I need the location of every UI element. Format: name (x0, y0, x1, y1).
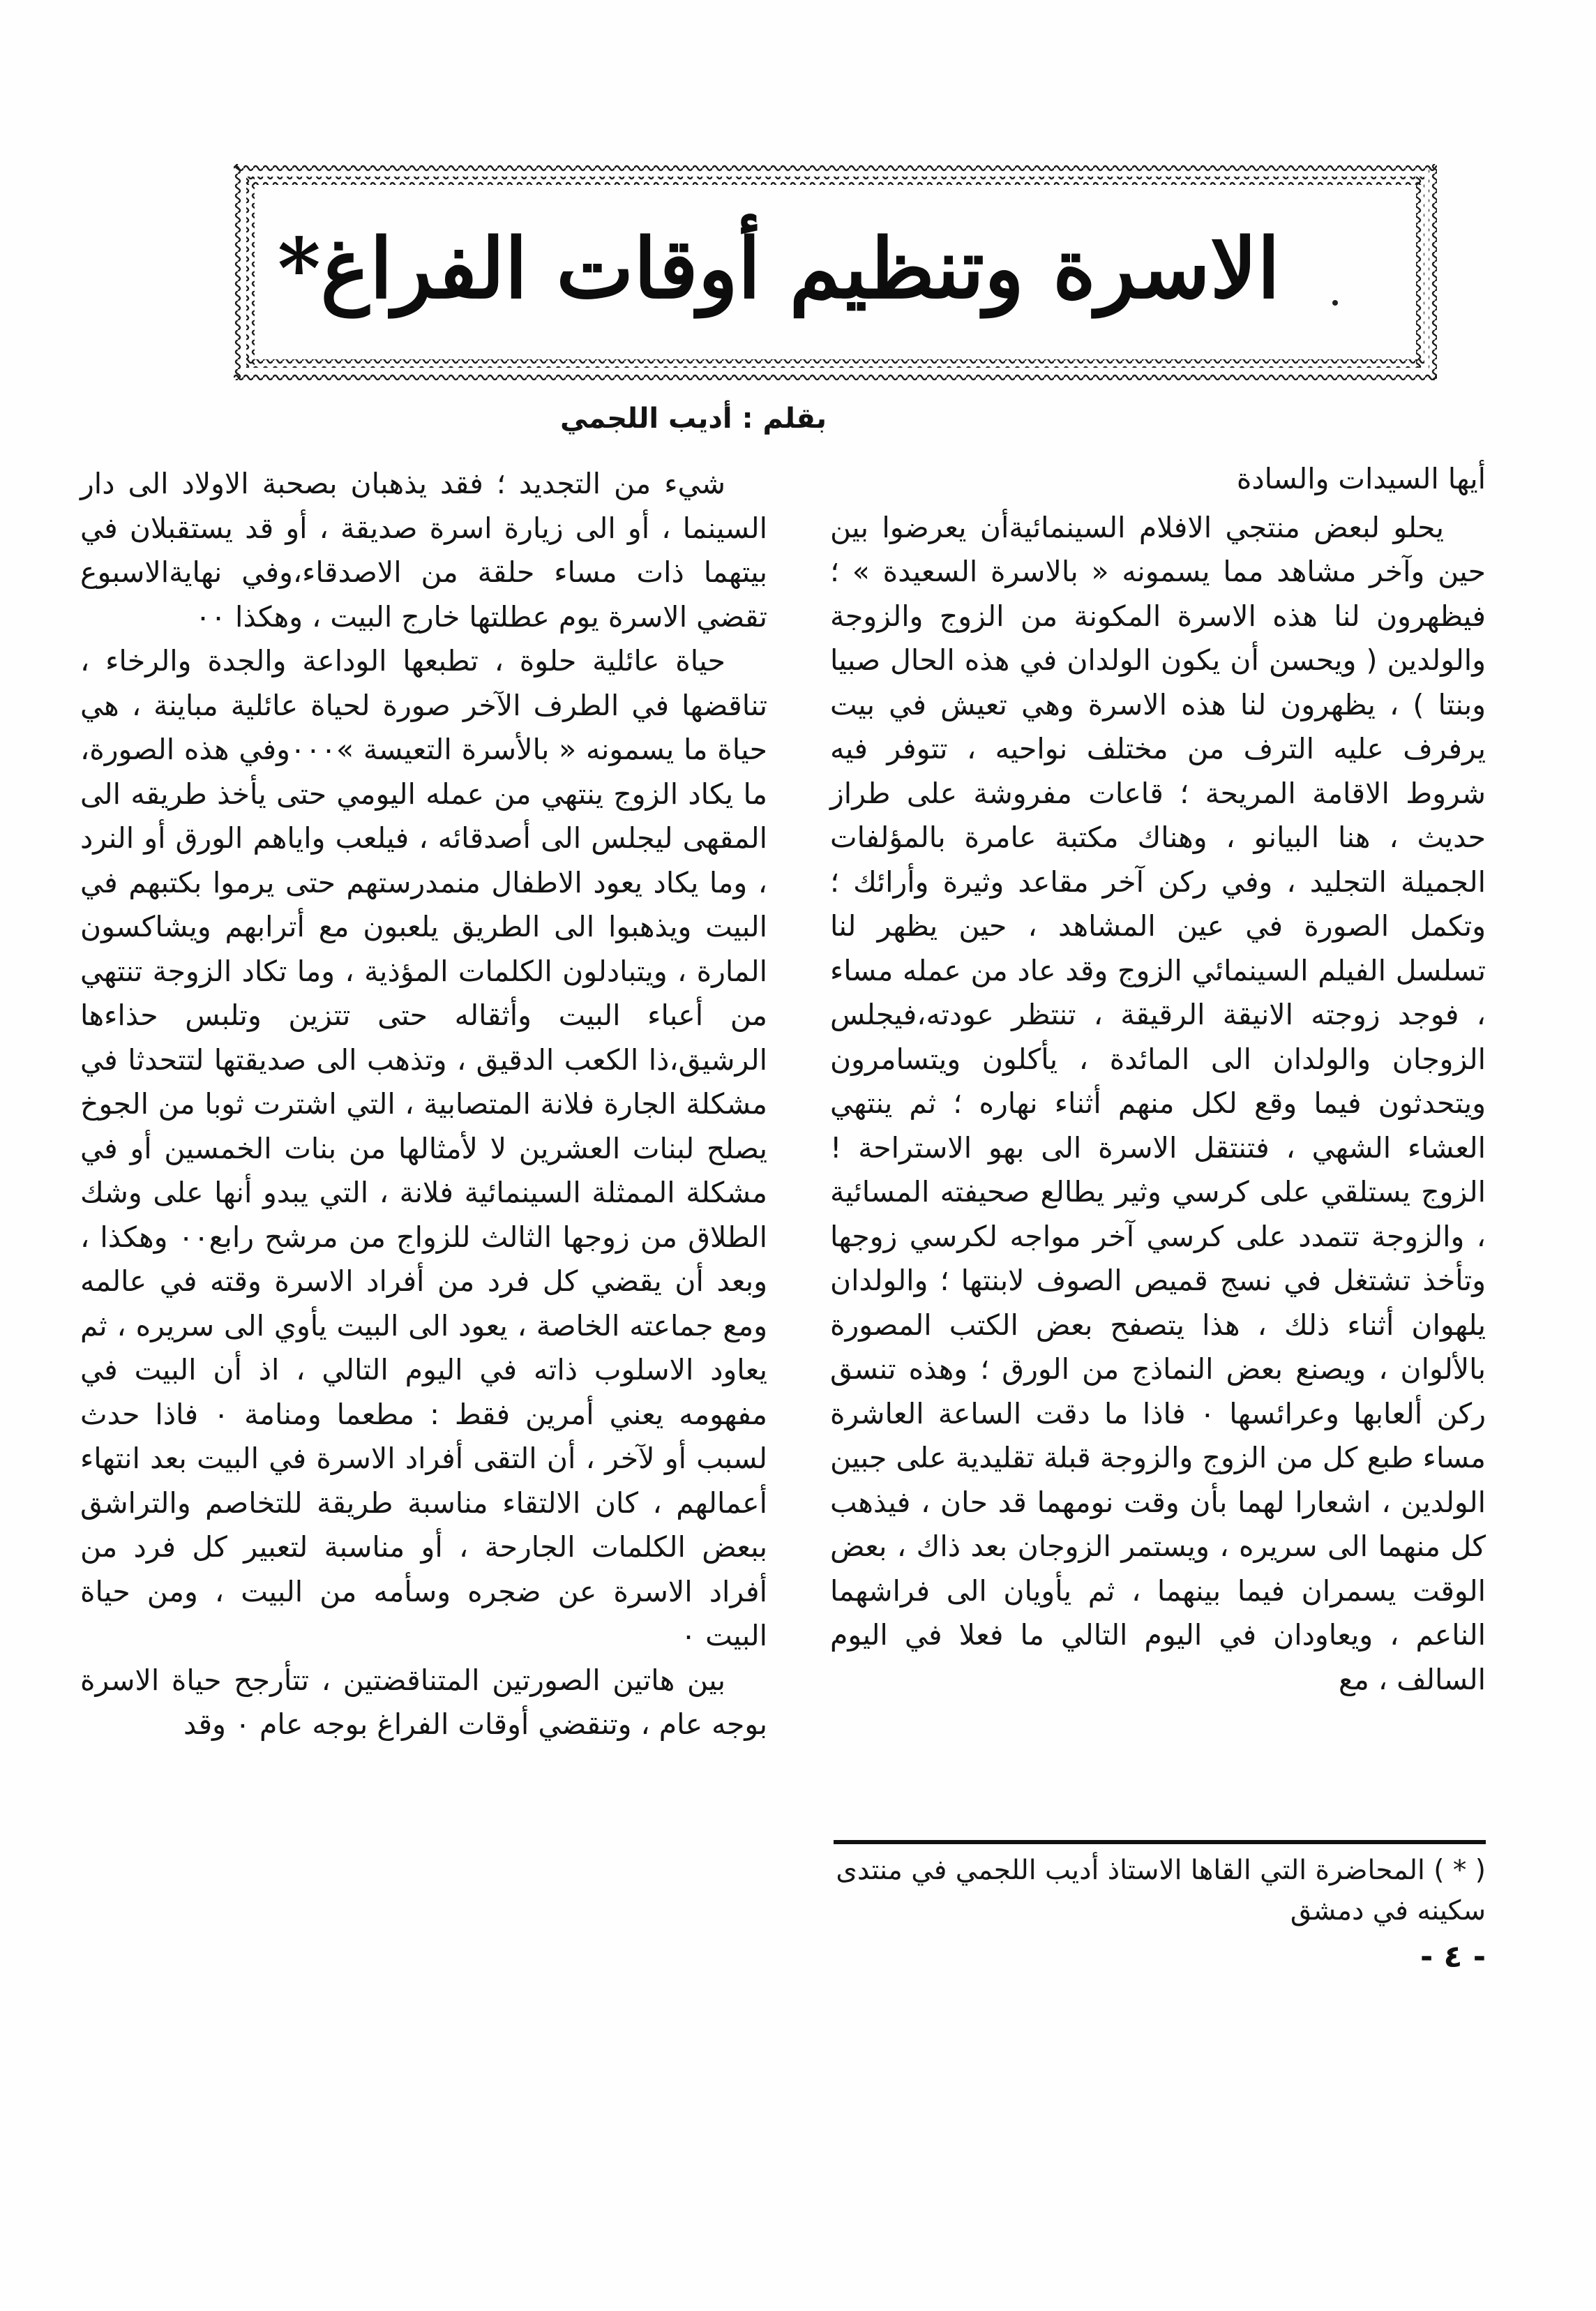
page-number: - ٤ - (1420, 1939, 1486, 1975)
right-column (830, 457, 1486, 1702)
paragraph: يحلو لبعض منتجي الافلام السينمائيةأن يعرضوا بين حين وآخر مشاهد مما يسمونه « بالاسرة السعيدة » ؛ فيظهرون لنا هذه الاسرة المكونة من الزوج والزوجة والولدين ( ويحسن أن يكون الولدان في هذه الحال صبيا وبنتا ) ، يظهرون لنا هذه الاسرة وهي تعيش في بيت يرفرف عليه الترف من مختلف نواحيه ، تتوفر فيه شروط الاقامة المريحة ؛ قاعات مفروشة على طراز حديث ، هنا البيانو ، وهناك مكتبة عامرة بالمؤلفات الجميلة التجليد ، وفي ركن آخر مقاعد وثيرة وأرائك ؛ وتكمل الصورة في عين المشاهد ، حين يظهر لنا تسلسل الفيلم السينمائي الزوج وقد عاد من عمله مساء ، فوجد زوجته الانيقة الرقيقة ، تنتظر عودته،فيجلس الزوجان والولدان الى المائدة ، يأكلون ويتسامرون ويتحدثون فيما وقع لكل منهم أثناء نهاره ؛ ثم ينتهي العشاء الشهي ، فتنتقل الاسرة الى بهو الاستراحة ! الزوج يستلقي على كرسي وثير يطالع صحيفته المسائية ، والزوجة تتمدد على كرسي آخر مواجه لكرسي زوجها وتأخذ تشتغل في نسج قميص الصوف لابنتها ؛ والولدان يلهوان أثناء ذلك ، هذا يتصفح بعض الكتب المصورة بالألوان ، ويصنع بعض النماذج من الورق ؛ وهذه تنسق ركن ألعابها وعرائسها ٠ فاذا ما دقت الساعة العاشرة مساء طبع كل من الزوج والزوجة قبلة تقليدية على جبين الولدين ، اشعارا لهما بأن وقت نومهما قد حان ، فيذهب كل منهما الى سريره ، ويستمر الزوجان بعد ذاك ، بعض الوقت يسمران فيما بينهما ، ثم يأويان الى فراشهما الناعم ، ويعاودان في اليوم التالي ما فعلا في اليوم السالف ، مع (830, 510, 1486, 1696)
article-title: الاسرة وتنظيم أوقات الفراغ* (277, 220, 1280, 317)
paragraph: حياة عائلية حلوة ، تطبعها الوداعة والجدة والرخاء ، تناقضها في الطرف الآخر صورة لحياة عائلية مباينة ، هي حياة ما يسمونه « بالأسرة التعيسة »٠٠٠وفي هذه الصورة، ما يكاد الزوج ينتهي من عمله اليومي حتى يأخذ طريقه الى المقهى ليجلس الى أصدقائه ، فيلعب واياهم الورق أو النرد ، وما يكاد يعود الاطفال منمدرستهم حتى يرموا بكتبهم في البيت ويذهبوا الى الطريق يلعبون مع أترابهم ويشاكسون المارة ، ويتبادلون الكلمات المؤذية ، وما تكاد الزوجة تنتهي من أعباء البيت وأثقاله حتى تتزين وتلبس حذاءها الرشيق،ذا الكعب الدقيق ، وتذهب الى صديقتها لتتحدثا في مشكلة الجارة فلانة المتصابية ، التي اشترت ثوبا من الجوخ يصلح لبنات العشرين لا لأمثالها من بنات الخمسين أو في مشكلة الممثلة السينمائية فلانة ، التي يبدو أنها على وشك الطلاق من زوجها الثالث للزواج من مرشح رابع٠٠ وهكذا ، وبعد أن يقضي كل فرد من أفراد الاسرة وقته في عالمه ومع جماعته الخاصة ، يعود الى البيت يأوي الى سريره ، ثم يعاود الاسلوب ذاته في اليوم التالي ، اذ أن البيت في مفهومه يعني أمرين فقط : مطعما ومنامة ٠ فاذا حدث لسبب أو لآخر ، أن التقى أفراد الاسرة في البيت بعد انتهاء أعمالهم ، كان الالتقاء مناسبة طريقة للتخاصم والتراشق ببعض الكلمات الجارحة ، أو مناسبة لتعبير كل فرد من أفراد الاسرة عن ضجره وسأمه من البيت ، ومن حياة البيت ٠ (80, 644, 767, 1652)
title-frame (234, 164, 1437, 380)
footnote: ( * ) المحاضرة التي القاها الاستاذ أديب اللجمي في منتدى سكينه في دمشق (836, 1855, 1486, 1927)
byline: بقلم : أديب اللجمي (559, 403, 827, 435)
left-column (80, 462, 767, 1747)
footnote-divider (834, 1840, 1486, 1844)
salutation: أيها السيدات والسادة (1236, 462, 1486, 495)
paragraph: بين هاتين الصورتين المتناقضتين ، تتأرجح حياة الاسرة بوجه عام ، وتنقضي أوقات الفراغ بوجه عام ٠ وقد (80, 1663, 767, 1741)
paragraph: شيء من التجديد ؛ فقد يذهبان بصحبة الاولاد الى دار السينما ، أو الى زيارة اسرة صديقة ، أو قد يستقبلان في بيتهما ذات مساء حلقة من الاصدقاء،وفي نهايةالاسبوع تقضي الاسرة يوم عطلتها خارج البيت ، وهكذا ٠٠ (80, 467, 767, 634)
decorative-dot (1332, 300, 1338, 306)
